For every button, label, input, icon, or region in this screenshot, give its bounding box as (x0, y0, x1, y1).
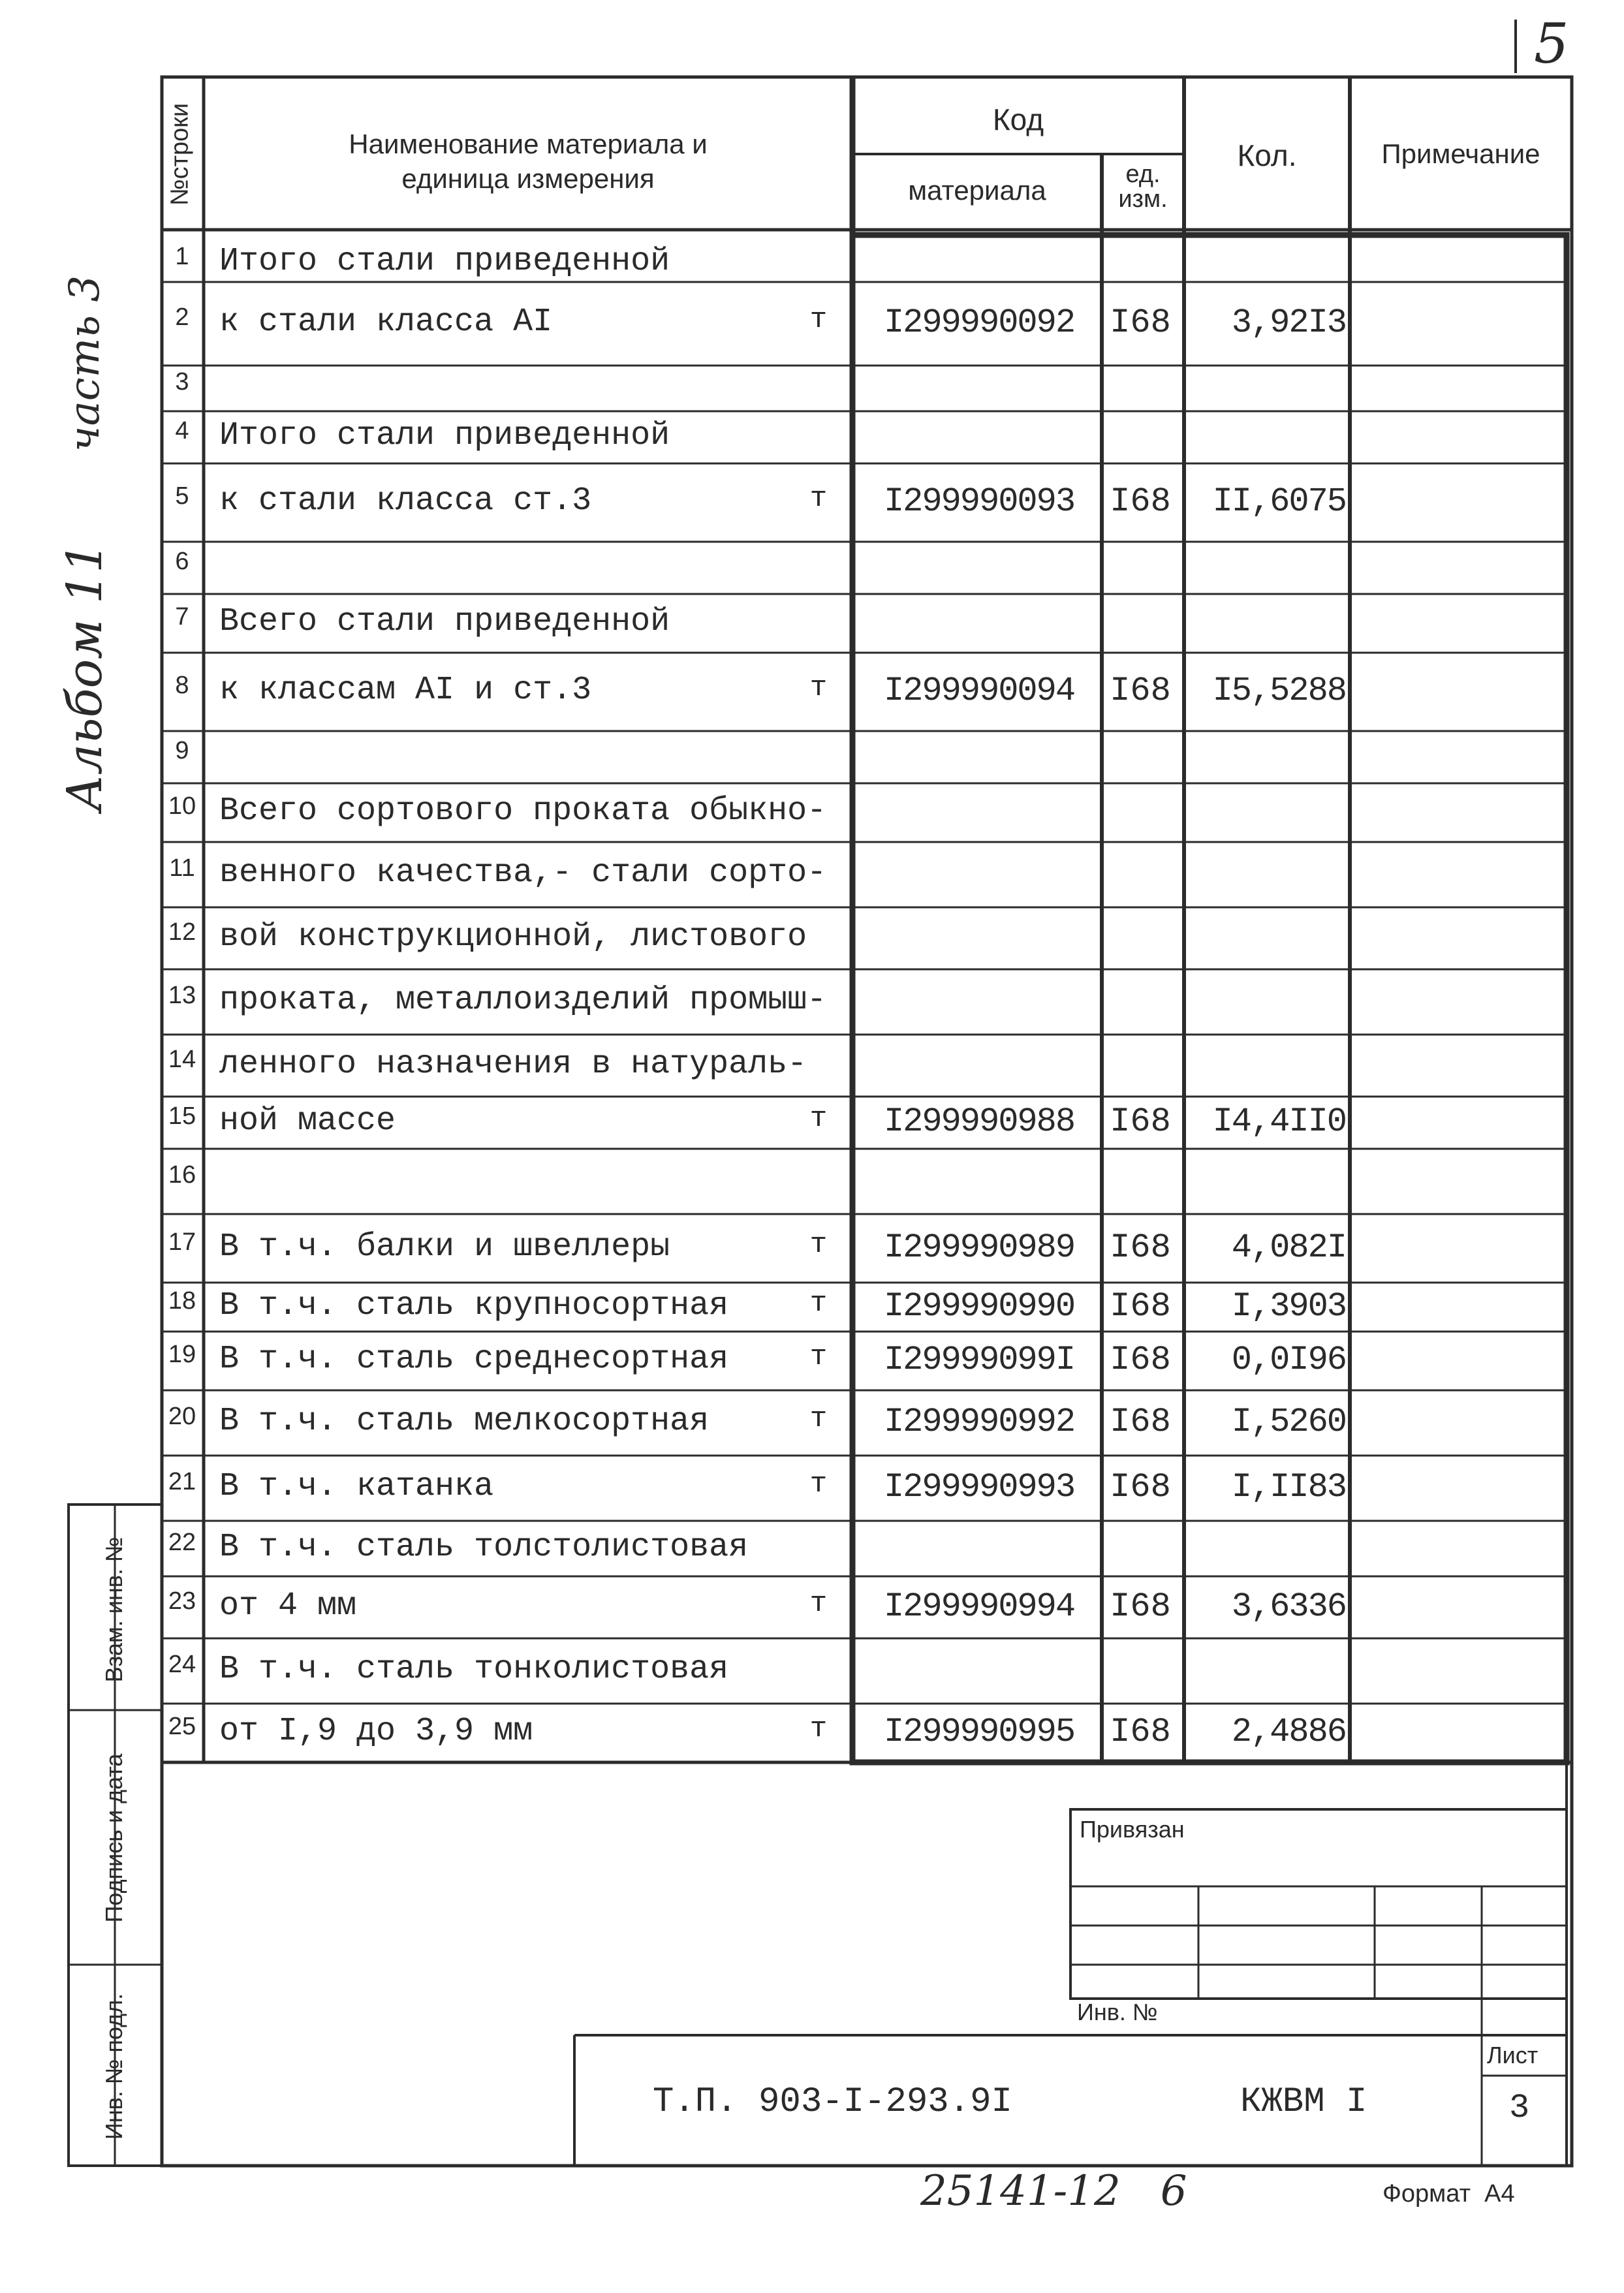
header-code-material: материала (908, 175, 1046, 206)
quantity: 2,4886 (1231, 1713, 1346, 1751)
material-name: В т.ч. сталь среднесортная (219, 1341, 729, 1378)
row-number: 23 (168, 1587, 196, 1615)
material-code: I299990093 (883, 482, 1075, 521)
unit-code: I68 (1110, 672, 1171, 710)
row-number: 25 (168, 1713, 196, 1740)
unit-symbol: т (809, 1403, 828, 1435)
quantity: II,6075 (1212, 482, 1346, 521)
unit-code: I68 (1110, 1587, 1171, 1626)
unit-symbol: т (809, 1341, 828, 1373)
document-mark: КЖВМ I (1240, 2082, 1367, 2122)
unit-code: I68 (1110, 1403, 1171, 1441)
material-name: ленного назначения в натураль- (219, 1045, 807, 1083)
material-name: В т.ч. сталь мелкосортная (219, 1403, 710, 1440)
material-code: I299990992 (883, 1403, 1075, 1441)
row-number: 16 (168, 1161, 196, 1189)
designation: Т.П. 903-I-293.9I (653, 2082, 1012, 2122)
row-number: 19 (168, 1341, 196, 1368)
unit-symbol: т (809, 1228, 828, 1261)
material-name: Итого стали приведенной (219, 243, 670, 280)
material-name: к стали класса ст.3 (219, 482, 592, 520)
stamp-vzam: Взам. инв. № (101, 1536, 127, 1683)
material-name: к стали класса АI (219, 304, 553, 341)
handwritten-number: 25141-12 6 (920, 2167, 1187, 2215)
row-number: 6 (175, 548, 189, 575)
page-number-corner: 5 (1534, 12, 1569, 76)
stamp-podpis: Подпись и дата (101, 1753, 127, 1923)
header-note: Примечание (1381, 138, 1540, 169)
material-name: В т.ч. сталь толстолистовая (219, 1528, 749, 1566)
material-code: I299990092 (883, 304, 1075, 342)
material-name: от 4 мм (219, 1587, 357, 1625)
row-number: 5 (175, 482, 189, 510)
material-name: Всего стали приведенной (219, 603, 670, 640)
material-code: I299990094 (883, 672, 1075, 710)
unit-code: I68 (1110, 1468, 1171, 1506)
row-number: 12 (168, 918, 196, 946)
material-name: В т.ч. сталь тонколистовая (219, 1651, 729, 1688)
header-row-no: №строки (166, 102, 194, 206)
row-number: 7 (175, 603, 189, 631)
row-number: 3 (175, 368, 189, 396)
material-name: В т.ч. катанка (219, 1468, 494, 1505)
sheet-number: 3 (1509, 2089, 1530, 2127)
material-name: Всего сортового проката обыкно- (219, 792, 827, 830)
row-number: 8 (175, 672, 189, 699)
row-number: 9 (175, 737, 189, 764)
row-number: 2 (175, 304, 189, 331)
stamp-inv-podl: Инв. № подл. (101, 1993, 127, 2140)
unit-symbol: т (809, 304, 828, 336)
quantity: I,5260 (1231, 1403, 1346, 1441)
material-code: I299990994 (883, 1587, 1075, 1626)
inv-no-label: Инв. № (1077, 1999, 1158, 2025)
material-name: ной массе (219, 1102, 396, 1140)
quantity: I4,4II0 (1212, 1102, 1346, 1141)
row-number: 10 (168, 792, 196, 820)
unit-symbol: т (809, 1587, 828, 1620)
material-name: венного качества,- стали сорто- (219, 854, 827, 892)
unit-code: I68 (1110, 1341, 1171, 1379)
row-number: 24 (168, 1651, 196, 1678)
row-number: 1 (175, 243, 189, 270)
unit-symbol: т (809, 1713, 828, 1745)
privyazan-label: Привязан (1080, 1816, 1185, 1843)
row-number: 13 (168, 982, 196, 1009)
row-number: 14 (168, 1045, 196, 1073)
unit-symbol: т (809, 1468, 828, 1501)
unit-code: I68 (1110, 1287, 1171, 1326)
row-number: 15 (168, 1102, 196, 1130)
material-code: I299990988 (883, 1102, 1075, 1141)
row-number: 4 (175, 417, 189, 445)
unit-symbol: т (809, 1102, 828, 1135)
unit-code: I68 (1110, 1228, 1171, 1267)
unit-symbol: т (809, 672, 828, 704)
material-name: В т.ч. сталь крупносортная (219, 1287, 729, 1324)
album-note: Альбом 11 (57, 542, 113, 811)
part-note: часть 3 (61, 275, 109, 452)
material-code: I299990995 (883, 1713, 1075, 1751)
row-number: 17 (168, 1228, 196, 1256)
quantity: 3,6336 (1231, 1587, 1346, 1626)
material-name: В т.ч. балки и швеллеры (219, 1228, 670, 1266)
header-code: Код (992, 102, 1044, 136)
quantity: 4,082I (1231, 1228, 1346, 1267)
material-name: Итого стали приведенной (219, 417, 670, 454)
row-number: 11 (169, 854, 195, 882)
unit-code: I68 (1110, 1102, 1171, 1141)
row-number: 20 (168, 1403, 196, 1430)
material-name: к классам АI и ст.3 (219, 672, 592, 709)
header-name: Наименование материала и единица измерения (349, 129, 708, 194)
sheet-label: Лист (1487, 2042, 1538, 2068)
quantity: I,II83 (1231, 1468, 1346, 1506)
unit-code: I68 (1110, 304, 1171, 342)
row-number: 21 (168, 1468, 196, 1495)
format-label: Формат А4 (1382, 2180, 1515, 2207)
material-code: I29999099I (883, 1341, 1075, 1379)
quantity: I5,5288 (1212, 672, 1346, 710)
row-number: 22 (168, 1528, 196, 1556)
quantity: 0,0I96 (1231, 1341, 1346, 1379)
quantity: I,3903 (1231, 1287, 1346, 1326)
quantity: 3,92I3 (1231, 304, 1346, 342)
row-number: 18 (168, 1287, 196, 1315)
header-code-unit: ед. изм. (1118, 161, 1168, 213)
material-name: от I,9 до 3,9 мм (219, 1713, 533, 1750)
material-name: вой конструкционной, листового (219, 918, 807, 956)
header-qty: Кол. (1237, 138, 1297, 172)
unit-code: I68 (1110, 482, 1171, 521)
material-name: проката, металлоизделий промыш- (219, 982, 827, 1019)
material-code: I299990989 (883, 1228, 1075, 1267)
material-code: I299990990 (883, 1287, 1075, 1326)
unit-symbol: т (809, 1287, 828, 1320)
unit-code: I68 (1110, 1713, 1171, 1751)
material-code: I299990993 (883, 1468, 1075, 1506)
unit-symbol: т (809, 482, 828, 515)
